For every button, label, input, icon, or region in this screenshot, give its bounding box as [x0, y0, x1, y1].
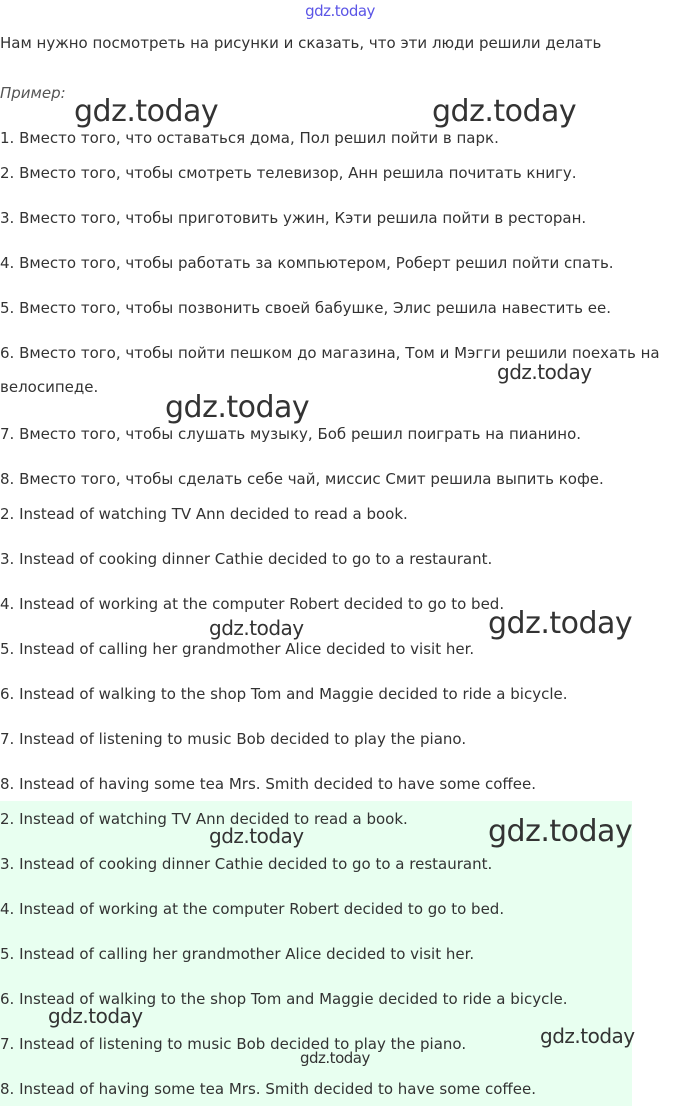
watermark: gdz.today [488, 814, 633, 849]
watermark: gdz.today [488, 606, 633, 641]
en-line-7: 7. Instead of listening to music Bob decided to play the piano. [0, 730, 467, 748]
answer-line-2: 2. Instead of watching TV Ann decided to read a book. [0, 810, 408, 828]
en-line-5: 5. Instead of calling her grandmother Alice decided to visit her. [0, 640, 475, 658]
en-line-2: 2. Instead of watching TV Ann decided to read a book. [0, 505, 408, 523]
ru-line-8: 8. Вместо того, чтобы сделать себе чай, миссис Смит решила выпить кофе. [0, 470, 604, 488]
ru-line-5: 5. Вместо того, чтобы позвонить своей бабушке, Элис решила навестить ее. [0, 299, 611, 317]
task-intro: Нам нужно посмотреть на рисунки и сказать, что эти люди решили делать [0, 34, 602, 52]
site-logo-mark: gdz.today [305, 2, 375, 20]
watermark: gdz.today [497, 360, 592, 384]
watermark: gdz.today [209, 824, 304, 848]
answer-line-5: 5. Instead of calling her grandmother Alice decided to visit her. [0, 945, 475, 963]
watermark: gdz.today [432, 94, 577, 129]
en-line-6: 6. Instead of walking to the shop Tom and Maggie decided to ride a bicycle. [0, 685, 568, 703]
en-line-8: 8. Instead of having some tea Mrs. Smith decided to have some coffee. [0, 775, 536, 793]
answer-line-6: 6. Instead of walking to the shop Tom and Maggie decided to ride a bicycle. [0, 990, 568, 1008]
ru-line-7: 7. Вместо того, чтобы слушать музыку, Боб решил поиграть на пианино. [0, 425, 582, 443]
answer-line-4: 4. Instead of working at the computer Robert decided to go to bed. [0, 900, 505, 918]
watermark: gdz.today [48, 1004, 143, 1028]
watermark: gdz.today [74, 94, 219, 129]
watermark: gdz.today [165, 390, 310, 425]
en-line-3: 3. Instead of cooking dinner Cathie decided to go to a restaurant. [0, 550, 493, 568]
ru-line-4: 4. Вместо того, чтобы работать за компьютером, Роберт решил пойти спать. [0, 254, 614, 272]
ru-line-6: 6. Вместо того, чтобы пойти пешком до магазина, Том и Мэгги решили поехать на велосипеде. [0, 344, 660, 396]
watermark: gdz.today [300, 1049, 370, 1067]
answer-line-8: 8. Instead of having some tea Mrs. Smith decided to have some coffee. [0, 1080, 536, 1098]
watermark: gdz.today [540, 1024, 635, 1048]
en-line-4: 4. Instead of working at the computer Robert decided to go to bed. [0, 595, 505, 613]
watermark: gdz.today [209, 616, 304, 640]
answer-line-7: 7. Instead of listening to music Bob decided to play the piano. [0, 1035, 467, 1053]
ru-line-2: 2. Вместо того, чтобы смотреть телевизор, Анн решила почитать книгу. [0, 164, 577, 182]
answer-line-3: 3. Instead of cooking dinner Cathie decided to go to a restaurant. [0, 855, 493, 873]
example-label: Пример: [0, 84, 66, 102]
ru-line-3: 3. Вместо того, чтобы приготовить ужин, Кэти решила пойти в ресторан. [0, 209, 587, 227]
ru-line-1: 1. Вместо того, что оставаться дома, Пол решил пойти в парк. [0, 129, 499, 147]
